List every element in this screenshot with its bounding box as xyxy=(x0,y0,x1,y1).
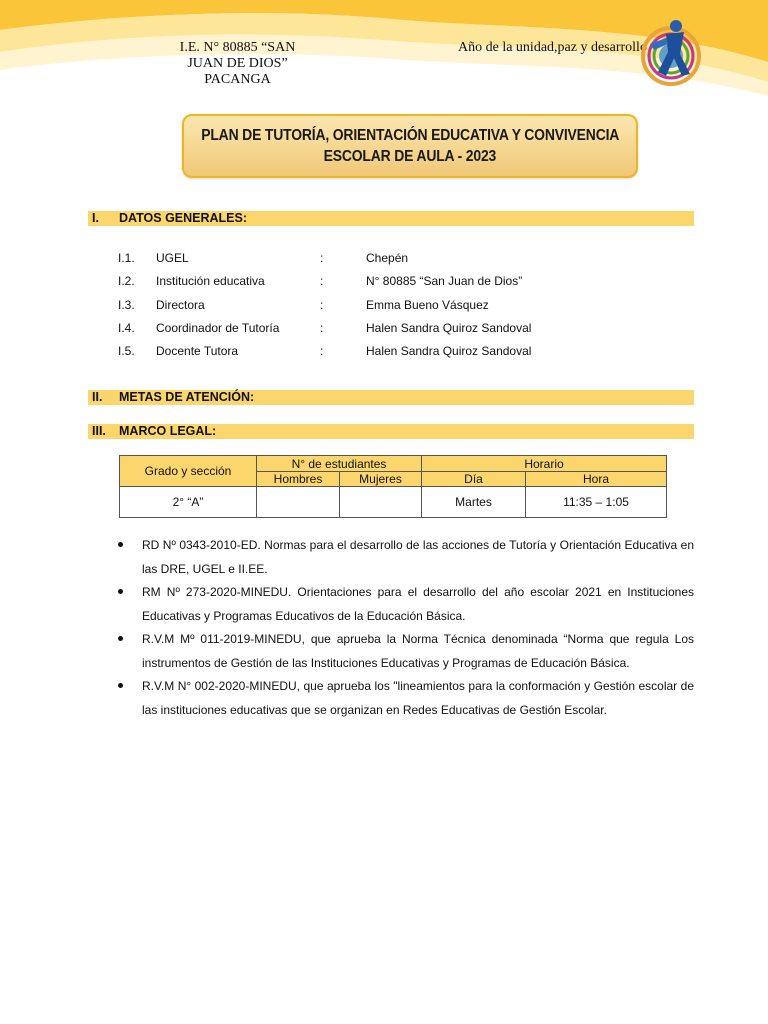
legal-framework-list xyxy=(118,534,694,722)
legal-item-text: R.V.M N° 002-2020-MINEDU, que aprueba los "lineamientos para la conformación y Gestión escolar de las instituciones educativas que se organizan en Redes Educativas de Gestión Escolar. xyxy=(142,679,694,717)
row-value: Halen Sandra Quiroz Sandoval xyxy=(366,321,532,335)
datos-row xyxy=(118,274,678,292)
row-separator: : xyxy=(320,298,324,312)
section-heading-metas xyxy=(88,390,694,405)
row-number: I.4. xyxy=(118,321,135,335)
section-label: METAS DE ATENCIÓN: xyxy=(119,390,255,404)
list-item xyxy=(118,675,694,722)
row-key: Coordinador de Tutoría xyxy=(156,321,280,335)
table-subheader-hombres: Hombres xyxy=(257,472,340,487)
row-separator: : xyxy=(320,321,324,335)
row-number: I.1. xyxy=(118,251,135,265)
list-item xyxy=(118,534,694,581)
row-separator: : xyxy=(320,274,324,288)
table-cell-hora: 11:35 – 1:05 xyxy=(526,487,667,518)
section-number: III. xyxy=(92,424,106,438)
datos-row xyxy=(118,344,678,362)
table-subheader-hora: Hora xyxy=(526,472,667,487)
section-number: II. xyxy=(92,390,103,404)
school-logo-icon xyxy=(636,14,706,88)
row-value: Halen Sandra Quiroz Sandoval xyxy=(366,344,532,358)
legal-item-text: RD Nº 0343-2010-ED. Normas para el desarrollo de las acciones de Tutoría y Orientación Educativa en las DRE, UGEL e II.EE. xyxy=(142,538,694,576)
section-heading-marco-legal xyxy=(88,424,694,439)
schedule-table xyxy=(119,455,667,518)
school-name-line2: JUAN DE DIOS” xyxy=(187,56,288,71)
row-number: I.3. xyxy=(118,298,135,312)
datos-row xyxy=(118,251,678,269)
section-label: DATOS GENERALES: xyxy=(119,211,248,225)
table-header-grado: Grado y sección xyxy=(120,456,257,487)
datos-row xyxy=(118,298,678,316)
legal-item-text: RM Nº 273-2020-MINEDU. Orientaciones para el desarrollo del año escolar 2021 en Instituciones Educativas y Programas Educativos de la Educación Básica. xyxy=(142,585,694,623)
row-value: Chepén xyxy=(366,251,409,265)
section-heading-datos-generales xyxy=(88,211,694,226)
bullet-dot xyxy=(118,542,123,547)
datos-row xyxy=(118,321,678,339)
row-key: Directora xyxy=(156,298,205,312)
row-key: UGEL xyxy=(156,251,189,265)
school-name-line1: I.E. N° 80885 “SAN xyxy=(179,40,296,55)
table-header-estudiantes: N° de estudiantes xyxy=(257,456,422,472)
table-cell-grado: 2° “A” xyxy=(120,487,257,518)
row-value: Emma Bueno Vásquez xyxy=(366,298,489,312)
legal-item-text: R.V.M Mº 011-2019-MINEDU, que aprueba la Norma Técnica denominada “Norma que regula Los instrumentos de Gestión de las Instituciones Educativas y Programas de Educación Básica. xyxy=(142,632,694,670)
list-item xyxy=(118,628,694,675)
table-cell-hombres xyxy=(257,487,340,518)
document-title-box xyxy=(182,114,638,178)
row-number: I.5. xyxy=(118,344,135,358)
table-cell-mujeres xyxy=(340,487,422,518)
row-number: I.2. xyxy=(118,274,135,288)
row-value: N° 80885 “San Juan de Dios” xyxy=(366,274,523,288)
bullet-dot xyxy=(118,589,123,594)
section-number: I. xyxy=(92,211,99,225)
table-header-horario: Horario xyxy=(422,456,667,472)
table-row xyxy=(120,487,667,518)
row-key: Docente Tutora xyxy=(156,344,239,358)
row-separator: : xyxy=(320,251,324,265)
row-separator: : xyxy=(320,344,324,358)
table-cell-dia: Martes xyxy=(422,487,526,518)
table-subheader-mujeres: Mujeres xyxy=(340,472,422,487)
year-motto: Año de la unidad,paz y desarrollo xyxy=(458,40,647,55)
section-label: MARCO LEGAL: xyxy=(119,424,217,438)
table-subheader-dia: Día xyxy=(422,472,526,487)
school-name-line3: PACANGA xyxy=(204,72,271,87)
bullet-dot xyxy=(118,636,123,641)
document-title-line2: ESCOLAR DE AULA - 2023 xyxy=(323,148,497,165)
school-name xyxy=(150,40,325,88)
bullet-dot xyxy=(118,683,123,688)
row-key: Institución educativa xyxy=(156,274,265,288)
document-title-line1: PLAN DE TUTORÍA, ORIENTACIÓN EDUCATIVA Y CONVIVENCIA xyxy=(201,127,619,144)
list-item xyxy=(118,581,694,628)
